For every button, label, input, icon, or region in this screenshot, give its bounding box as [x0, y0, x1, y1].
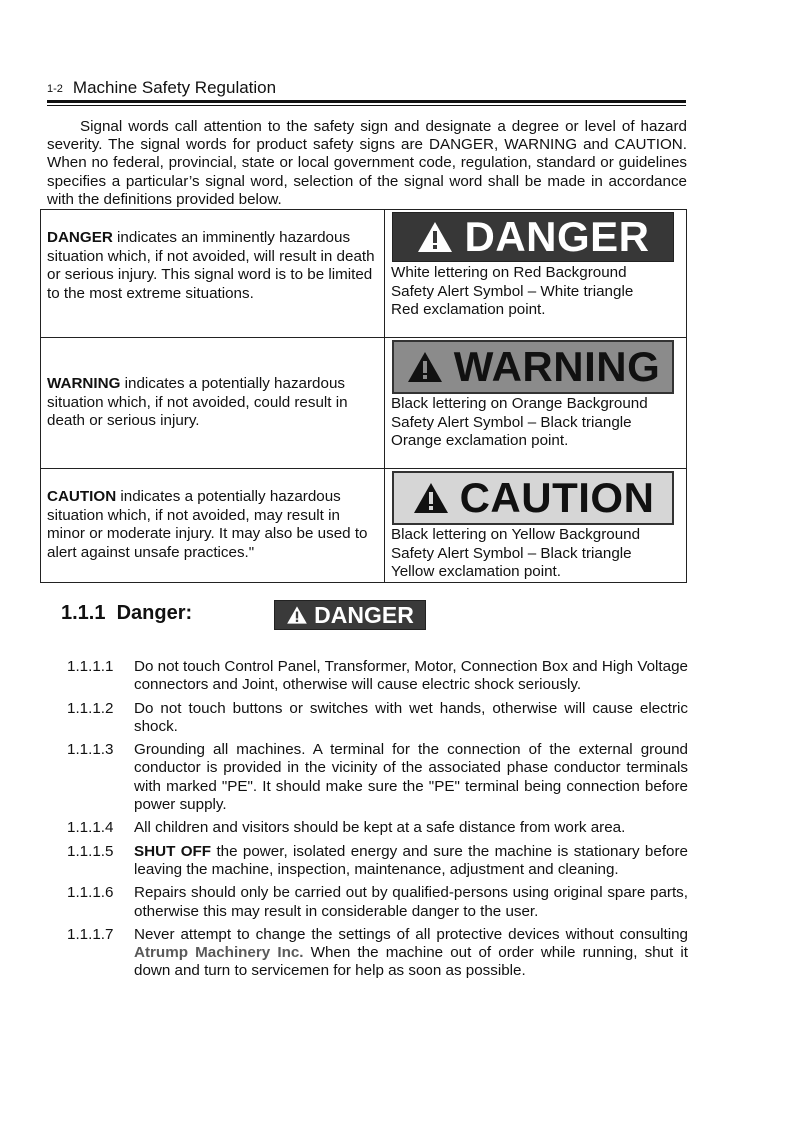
sign-desc-line: Safety Alert Symbol – White triangle	[391, 282, 634, 300]
item-text: SHUT OFF the power, isolated energy and sure the machine is stationary before leaving the machine, inspection, maintenance, adjustment and cleaning.	[134, 842, 688, 878]
signal-row-caution	[41, 469, 687, 583]
signal-definition: indicates a potentially hazardous situation which, if not avoided, may result in minor or moderate injury. It may also be used to alert against unsafe practices."	[47, 488, 368, 562]
danger-definition-cell	[41, 210, 385, 338]
item-bold-text: SHUT OFF	[134, 842, 212, 860]
item-text: Grounding all machines. A terminal for the connection of the external ground conductor is provided in the vicinity of the associated phase conductor terminals with marked "PE". It should make sure the "PE" terminal being connection before power supply.	[134, 741, 688, 814]
caution-sign: CAUTION	[392, 471, 674, 525]
warning-definition-cell	[41, 338, 385, 469]
warning-sign-cell	[385, 338, 687, 469]
sign-desc-line: Orange exclamation point.	[391, 432, 569, 449]
sign-desc-line: Red exclamation point.	[391, 301, 546, 318]
signal-word: CAUTION	[47, 488, 117, 505]
item-number: 1.1.1.6	[67, 884, 114, 902]
item-text: Do not touch Control Panel, Transformer, Motor, Connection Box and High Voltage connectors and Joint, otherwise will cause electric shock seriously.	[134, 658, 688, 694]
item-number: 1.1.1.4	[67, 819, 114, 837]
danger-items-list	[67, 658, 688, 986]
signal-word: DANGER	[47, 229, 113, 246]
item-number: 1.1.1.1	[67, 658, 114, 675]
list-item	[67, 843, 688, 880]
safety-alert-icon	[416, 220, 454, 254]
item-text: Do not touch buttons or switches with wet hands, otherwise will cause electric shock.	[134, 699, 688, 735]
safety-alert-icon	[412, 481, 450, 515]
list-item	[67, 819, 688, 837]
item-number: 1.1.1.2	[67, 699, 114, 717]
warning-sign: WARNING	[392, 340, 674, 394]
signal-word-table	[40, 209, 687, 583]
list-item	[67, 926, 688, 981]
page-number: 1-2	[47, 83, 63, 95]
caution-definition-cell	[41, 469, 385, 583]
list-item	[67, 884, 688, 921]
safety-alert-icon	[286, 605, 308, 625]
item-text: Repairs should only be carried out by qualified-persons using original spare parts, otherwise this may result in considerable danger to the user.	[134, 884, 688, 920]
item-number: 1.1.1.7	[67, 925, 114, 943]
signal-definition: indicates an imminently hazardous situation which, if not avoided, will result in death or serious injury. This signal word is to be limited to the most extreme situations.	[47, 229, 375, 303]
list-item	[67, 741, 688, 814]
danger-sign: DANGER	[392, 212, 674, 262]
header-rule-thick	[47, 100, 686, 103]
signal-row-warning	[41, 338, 687, 469]
sign-desc-line: Safety Alert Symbol – Black triangle	[391, 544, 632, 562]
sign-desc-line: Black lettering on Orange Background	[391, 395, 648, 412]
list-item	[67, 700, 688, 737]
sign-desc-line: Yellow exclamation point.	[391, 563, 561, 580]
signal-row-danger	[41, 210, 687, 338]
company-name: Atrump Machinery Inc.	[134, 944, 304, 962]
caution-sign-cell	[385, 469, 687, 583]
item-number: 1.1.1.3	[67, 741, 114, 759]
danger-sign-cell	[385, 210, 687, 338]
item-number: 1.1.1.5	[67, 842, 114, 860]
section-title: Danger:	[116, 602, 193, 624]
signal-definition: indicates a potentially hazardous situation which, if not avoided, could result in death or serious injury.	[47, 375, 348, 430]
signal-word: WARNING	[47, 375, 121, 392]
safety-alert-icon	[406, 350, 444, 384]
item-text: Never attempt to change the settings of all protective devices without consulting Atrump Machinery Inc. When the machine out of order while running, shut it down and turn to servicemen for help as soon as possible.	[134, 925, 688, 980]
sign-desc-line: Safety Alert Symbol – Black triangle	[391, 413, 632, 431]
page-header-title: Machine Safety Regulation	[72, 78, 277, 97]
section-danger-sign: DANGER	[274, 600, 426, 630]
section-heading	[61, 602, 192, 625]
sign-desc-line: White lettering on Red Background	[391, 264, 627, 281]
section-number: 1.1.1	[61, 602, 106, 624]
page-header	[47, 77, 686, 99]
sign-desc-line: Black lettering on Yellow Background	[391, 526, 641, 543]
list-item	[67, 658, 688, 695]
item-text: All children and visitors should be kept at a safe distance from work area.	[134, 819, 626, 837]
intro-paragraph: Signal words call attention to the safety sign and designate a degree or level of hazard severity. The signal words for product safety signs are DANGER, WARNING and CAUTION. When no federal, provincial, state or local government code, regulation, standard or guidelines specifies a particular’s signal word, selection of the signal word shall be made in accordance with the definitions provided below.	[47, 118, 687, 208]
header-rule-thin	[47, 105, 686, 106]
